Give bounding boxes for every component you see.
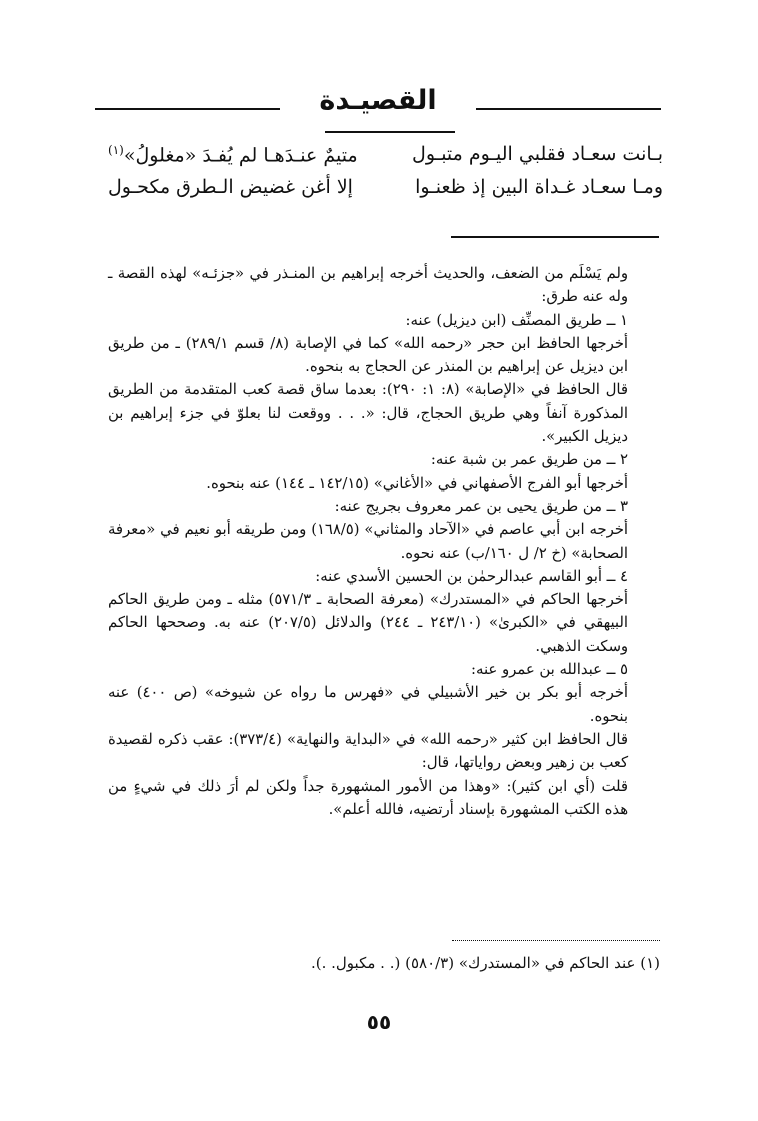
paragraph: ٢ ــ من طريق عمر بن شبة عنه:: [430, 451, 628, 469]
page-number: ٥٥: [366, 1010, 392, 1034]
footnote-separator: [452, 940, 660, 941]
poem-line-2-first-hemistich: ومـا سعـاد غـداة البين إذ ظعنـوا: [415, 176, 663, 198]
paragraph: قلت (أي ابن كثير): «وهذا من الأمور المشهورة جداً ولكن لم أرَ ذلك في شيءٍ من هذه الكتب المشهورة بإسناد أرتضيه، فالله أعلم».: [108, 777, 628, 818]
paragraph: ٣ ــ من طريق يحيى بن عمر معروف بجريج عنه:: [334, 497, 628, 515]
body-text: [108, 262, 628, 821]
paragraph: ٥ ــ عبدالله بن عمرو عنه:: [471, 661, 628, 679]
poem-line-1-first-hemistich: بـانت سعـاد فقلبي اليـوم متبـول: [412, 143, 663, 165]
poem-line-2-second-hemistich: إلا أغن غضيض الـطرق مكحـول: [108, 176, 353, 198]
footnote-marker: (١): [108, 143, 124, 157]
poem-line-1-second-text: متيمٌ عنـدَهـا لم يُفـدَ «مغلولُ»: [123, 144, 358, 167]
paragraph: ولم يَسْلَم من الضعف، والحديث أخرجه إبراهيم بن المنـذر في «جزئـه» لهذه القصة ـ وله عنه طرق:: [108, 265, 628, 306]
page-header: [95, 80, 661, 120]
header-rule-left: [95, 108, 280, 110]
header-rule-right: [476, 108, 661, 110]
paragraph: أخرجها الحافظ ابن حجر «رحمه الله» كما في الإصابة (٨/ قسم ٢٨٩/١) ـ من طريق ابن ديزيل عن إبراهيم بن المنذر عن الحجاج به بنحوه.: [108, 334, 629, 376]
paragraph: قال الحافظ في «الإصابة» (٨: ١: ٢٩٠): بعدما ساق قصة كعب المتقدمة من الطريق المذكورة آنفاً وهي طريق الحجاج، قال: «. . . ووقعت لنا بعلوّ في جزء إبراهيم بن ديزيل الكبير».: [108, 381, 628, 446]
paragraph: أخرجه أبو بكر بن خير الأشبيلي في «فهرس ما رواه عن شيوخه» (ص ٤٠٠) عنه بنحوه.: [108, 684, 628, 725]
page-title: القصيـدة: [307, 85, 448, 116]
paragraph: قال الحافظ ابن كثير «رحمه الله» في «البداية والنهاية» (٣٧٣/٤): عقب ذكره لقصيدة كعب بن زهير وبعض رواياتها، قال:: [108, 730, 629, 772]
poem-line-1-second-hemistich: [108, 143, 358, 166]
paragraph: أخرجها الحاكم في «المستدرك» (معرفة الصحابة ـ ٥٧١/٣) مثله ـ ومن طريق الحاكم البيهقي في «الكبرىٰ» (٢٤٣/١٠ ـ ٢٤٤) والدلائل (٢٠٧/٥) عنه به. وصححها الحاكم وسكت الذهبي.: [108, 591, 628, 655]
paragraph: ٤ ــ أبو القاسم عبدالرحمٰن بن الحسين الأسدي عنه:: [315, 567, 628, 585]
title-underline: [325, 131, 455, 133]
paragraph: أخرجها أبو الفرج الأصفهاني في «الأغاني» (١٤٢/١٥ ـ ١٤٤) عنه بنحوه.: [206, 474, 628, 492]
section-separator: [451, 236, 659, 238]
footnote: (١) عند الحاكم في «المستدرك» (٥٨٠/٣) (. . مكبول. .).: [310, 954, 660, 972]
paragraph: ١ ــ طريق المصنِّف (ابن ديزيل) عنه:: [405, 311, 628, 329]
paragraph: أخرجه ابن أبي عاصم في «الآحاد والمثاني» (١٦٨/٥) ومن طريقه أبو نعيم في «معرفة الصحابة» (خ ٢/ ل ١٦٠/ب) عنه نحوه.: [108, 521, 628, 562]
